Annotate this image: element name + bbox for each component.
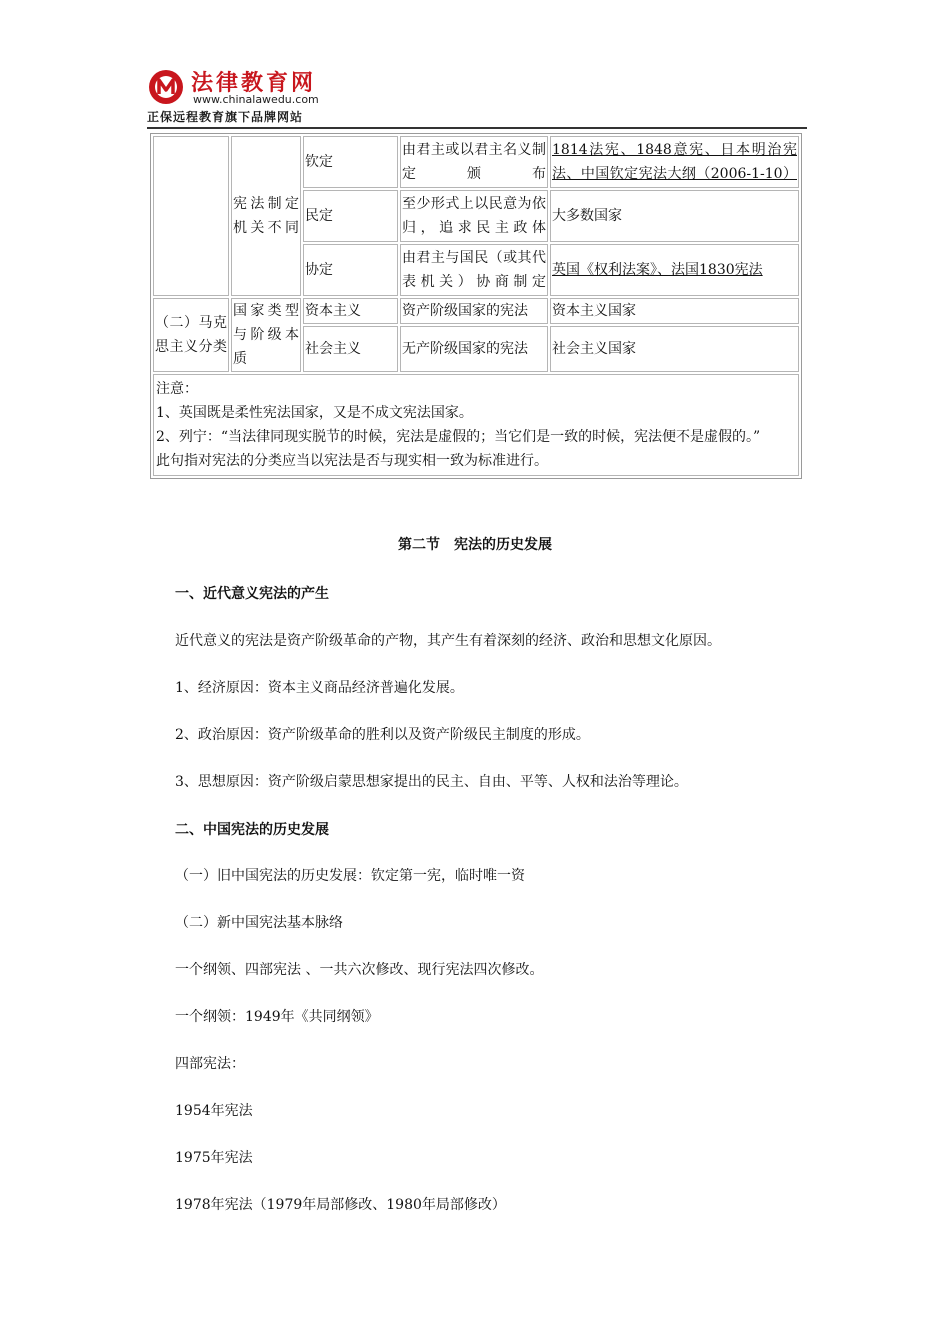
paragraph: 四部宪法： [175, 1056, 245, 1072]
header-divider [147, 127, 807, 129]
table-cell-examples: 英国《权利法案》、法国1830宪法 [550, 244, 799, 296]
table-note [153, 374, 799, 476]
table-cell-examples: 社会主义国家 [550, 326, 799, 372]
table-cell-desc: 至少形式上以民意为依归，追求民主政体 [400, 190, 548, 242]
table-cell-group: 宪法制定机关不同 [231, 136, 301, 296]
paragraph: 1978年宪法（1979年局部修改、1980年局部修改） [175, 1197, 506, 1213]
table-cell-group: 国家类型与阶级本质 [231, 298, 301, 372]
paragraph: 1975年宪法 [175, 1150, 253, 1166]
table-cell-empty [153, 136, 229, 296]
note-line: 此句指对宪法的分类应当以宪法是否与现实相一致为标准进行。 [156, 453, 548, 469]
section-title: 第二节 宪法的历史发展 [398, 537, 552, 553]
table-row [153, 374, 799, 476]
paragraph: 1954年宪法 [175, 1103, 253, 1119]
note-line: 1、英国既是柔性宪法国家，又是不成文宪法国家。 [156, 405, 473, 421]
paragraph: 一个纲领、四部宪法 、一共六次修改、现行宪法四次修改。 [175, 962, 544, 978]
paragraph: 一个纲领：1949年《共同纲领》 [175, 1009, 379, 1025]
table-cell-type: 协定 [303, 244, 398, 296]
paragraph: 近代意义的宪法是资产阶级革命的产物，其产生有着深刻的经济、政治和思想文化原因。 [175, 633, 721, 649]
table-cell-category: （二）马克思主义分类 [153, 298, 229, 372]
paragraph: 3、思想原因：资产阶级启蒙思想家提出的民主、自由、平等、人权和法治等理论。 [175, 774, 688, 790]
table-cell-examples: 资本主义国家 [550, 298, 799, 324]
logo-url: www.chinalawedu.com [193, 93, 319, 106]
table-cell-type: 民定 [303, 190, 398, 242]
table-cell-type: 资本主义 [303, 298, 398, 324]
table-cell-desc: 无产阶级国家的宪法 [400, 326, 548, 372]
table-cell-examples: 1814法宪、1848意宪、日本明治宪法、中国钦定宪法大纲（2006-1-10） [550, 136, 799, 188]
paragraph: 2、政治原因：资产阶级革命的胜利以及资产阶级民主制度的形成。 [175, 727, 590, 743]
paragraph: 1、经济原因：资本主义商品经济普遍化发展。 [175, 680, 464, 696]
table-cell-type: 社会主义 [303, 326, 398, 372]
logo-mark-icon [147, 68, 185, 106]
heading-china-constitution: 二、中国宪法的历史发展 [175, 822, 329, 838]
paragraph: （二）新中国宪法基本脉络 [175, 915, 343, 931]
site-logo [147, 66, 357, 124]
note-line: 2、列宁：“当法律同现实脱节的时候，宪法是虚假的；当它们是一致的时候，宪法便不是虚假的。” [156, 429, 761, 445]
table-row [153, 136, 799, 188]
logo-title: 法律教育网 [191, 71, 317, 96]
table-cell-examples: 大多数国家 [550, 190, 799, 242]
table-cell-desc: 由君主或以君主名义制定颁布 [400, 136, 548, 188]
paragraph: （一）旧中国宪法的历史发展：钦定第一宪，临时唯一资 [175, 868, 525, 884]
table-cell-type: 钦定 [303, 136, 398, 188]
table-row [153, 298, 799, 324]
heading-modern-constitution: 一、近代意义宪法的产生 [175, 586, 329, 602]
note-heading: 注意： [156, 381, 198, 397]
table-cell-desc: 资产阶级国家的宪法 [400, 298, 548, 324]
table-cell-desc: 由君主与国民（或其代表机关）协商制定 [400, 244, 548, 296]
classification-table [150, 133, 802, 479]
logo-slogan: 正保远程教育旗下品牌网站 [147, 110, 304, 124]
